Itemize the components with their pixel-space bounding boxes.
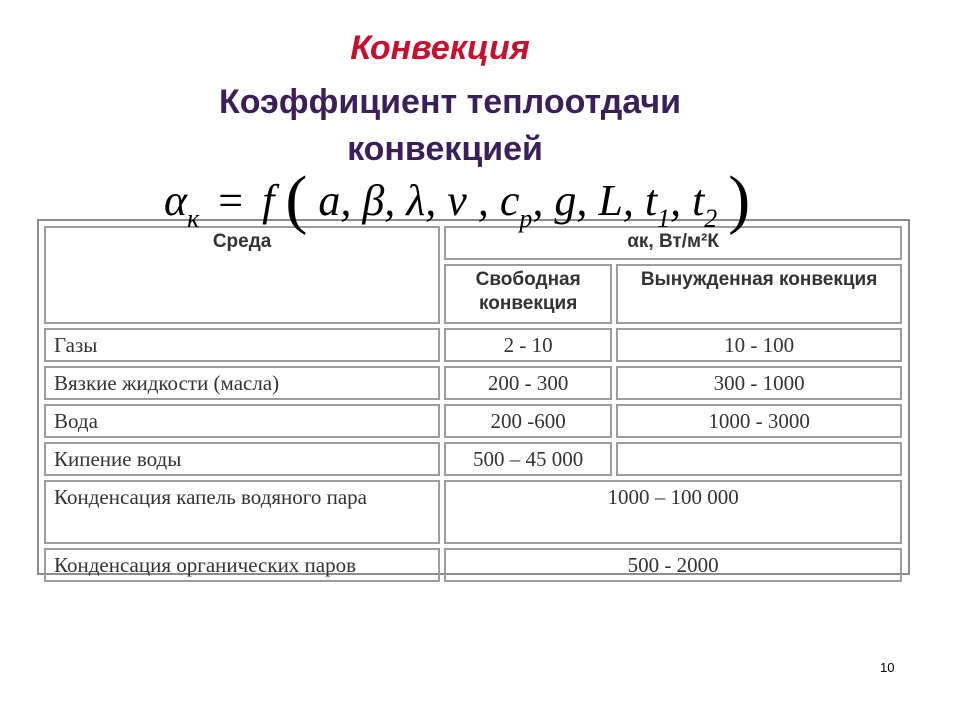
formula-close-paren: ) xyxy=(728,163,751,236)
formula-alpha: α xyxy=(164,176,188,225)
cell-free: 200 -600 xyxy=(444,404,612,438)
cell-forced: 1000 - 3000 xyxy=(616,404,902,438)
cell-forced: 10 - 100 xyxy=(616,328,902,362)
formula-function: f xyxy=(262,176,275,225)
cell-medium: Конденсация капель водяного пара xyxy=(44,480,440,544)
cell-merged-value: 1000 – 100 000 xyxy=(444,480,902,544)
table-row xyxy=(44,404,902,438)
cell-medium: Газы xyxy=(44,328,440,362)
cell-medium: Вязкие жидкости (масла) xyxy=(44,366,440,400)
cell-forced xyxy=(616,442,902,476)
cell-medium: Конденсация органических паров xyxy=(44,548,440,582)
heat-transfer-formula xyxy=(164,163,751,236)
table-row xyxy=(44,328,902,362)
slide-subtitle-convection: Конвекция xyxy=(350,29,530,67)
table-row xyxy=(44,366,902,400)
header-forced-convection: Вынужденная конвекция xyxy=(616,264,902,324)
cell-forced: 300 - 1000 xyxy=(616,366,902,400)
cell-free: 500 – 45 000 xyxy=(444,442,612,476)
table-row xyxy=(44,442,902,476)
header-medium: Среда xyxy=(44,226,440,324)
formula-args-prefix: a, β, λ, ν , c xyxy=(318,176,520,225)
formula-alpha-sub: к xyxy=(187,204,200,233)
convection-coefficients-table xyxy=(40,222,906,586)
formula-open-paren: ( xyxy=(285,163,308,236)
header-alpha-units: αк, Вт/м²К xyxy=(444,226,902,260)
formula-cp-sub: p xyxy=(519,204,533,233)
cell-free: 200 - 300 xyxy=(444,366,612,400)
table-row xyxy=(44,548,902,582)
formula-t1-sub: 1 xyxy=(657,204,671,233)
slide-title-line1: Коэффициент теплоотдачи xyxy=(218,83,682,121)
header-free-convection: Свободная конвекция xyxy=(444,264,612,324)
formula-equals: = xyxy=(218,176,244,225)
cell-medium: Кипение воды xyxy=(44,442,440,476)
cell-free: 2 - 10 xyxy=(444,328,612,362)
slide-title-line2: конвекцией xyxy=(347,130,543,168)
formula-args-mid: , g, L, t xyxy=(532,176,658,225)
table-row xyxy=(44,480,902,544)
page-number: 10 xyxy=(880,660,895,675)
cell-merged-value: 500 - 2000 xyxy=(444,548,902,582)
formula-comma-t: , t xyxy=(670,176,705,225)
cell-medium: Вода xyxy=(44,404,440,438)
formula-t2-sub: 2 xyxy=(704,204,718,233)
